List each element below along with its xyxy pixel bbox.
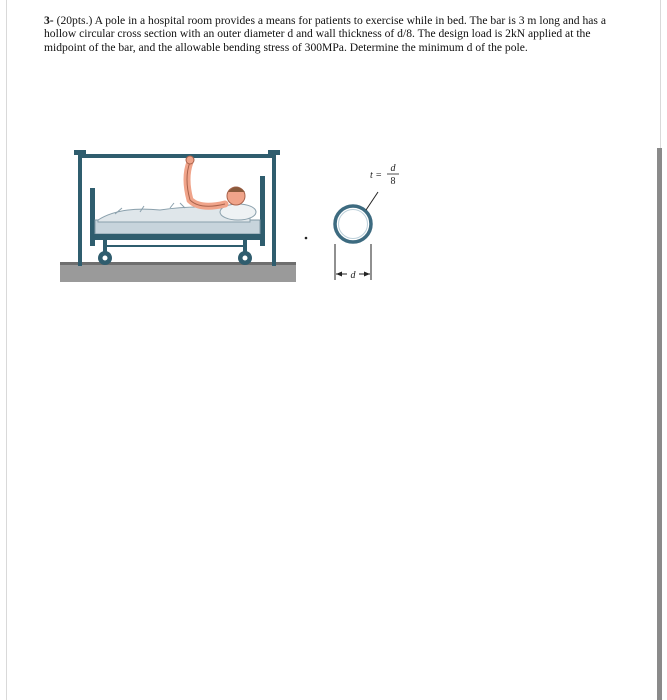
- document-page: [6, 0, 661, 700]
- pole-left-post: [78, 154, 82, 266]
- bed-rail: [90, 234, 265, 240]
- thickness-denominator: 8: [390, 176, 396, 187]
- tube-cross-section: [335, 206, 371, 242]
- hospital-bed-figure: [60, 148, 420, 288]
- floor: [60, 264, 296, 282]
- diameter-label: d: [350, 270, 356, 281]
- thickness-label: t =: [370, 170, 383, 181]
- problem-number: 3-: [44, 14, 54, 27]
- pole-top-bar: [78, 154, 276, 158]
- thickness-leader: [366, 192, 378, 210]
- center-dot: [305, 237, 308, 240]
- problem-points: (20pts.): [56, 14, 93, 27]
- problem-statement: [44, 14, 634, 54]
- thickness-numerator: d: [390, 163, 396, 174]
- problem-body: A pole in a hospital room provides a means for patients to exercise while in bed. The bar is 3 m long and has a hollow circular cross section with an outer diameter d and wall thickness of d/8. The design load is 2kN applied at the midpoint of the bar, and the allowable bending stress of 300MPa. Determine the minimum d of the pole.: [44, 14, 606, 54]
- bed-pole-diagram: [60, 148, 420, 288]
- scrollbar-edge[interactable]: [657, 148, 662, 700]
- patient-arm: [187, 162, 225, 206]
- pole-right-post: [272, 154, 276, 266]
